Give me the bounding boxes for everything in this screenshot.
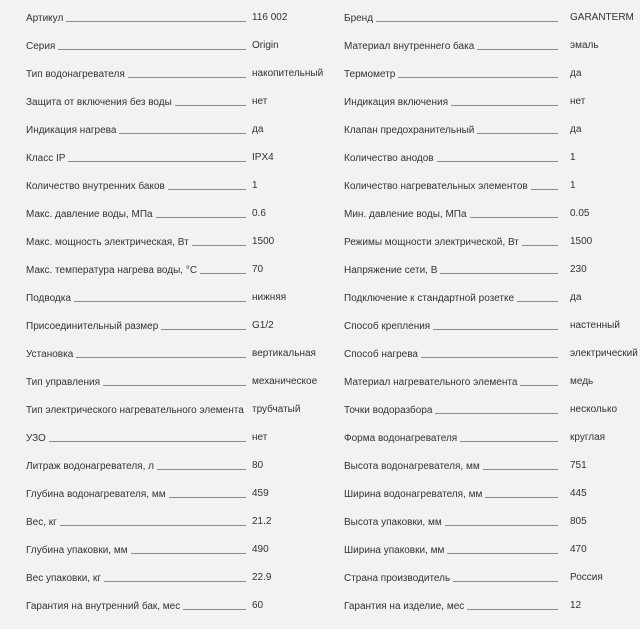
dotted-leader-line: [156, 217, 246, 218]
spec-label: Тип электрического нагревательного элемента: [26, 404, 244, 416]
spec-label-line: [26, 116, 246, 144]
spec-value: электрический: [570, 348, 638, 359]
spec-label: Макс. давление воды, МПа: [26, 208, 153, 220]
dotted-leader-line: [433, 329, 558, 330]
spec-row: [26, 200, 266, 228]
spec-label-line: [26, 592, 246, 620]
spec-value: да: [252, 124, 264, 135]
spec-label-line: [344, 536, 558, 564]
spec-row: [344, 452, 587, 480]
spec-label-line: [26, 312, 246, 340]
spec-label-line: [344, 312, 558, 340]
spec-row: [344, 480, 587, 508]
spec-value: 21.2: [252, 516, 272, 527]
dotted-leader-line: [440, 273, 558, 274]
dotted-leader-line: [76, 357, 246, 358]
spec-row: [26, 116, 264, 144]
spec-label-line: [344, 116, 558, 144]
spec-value: 60: [252, 600, 264, 611]
spec-value: нет: [252, 96, 268, 107]
spec-label: Термометр: [344, 68, 396, 80]
spec-label-line: [26, 144, 246, 172]
spec-label-line: [26, 228, 246, 256]
spec-value: 1: [570, 152, 576, 163]
spec-row: [26, 88, 268, 116]
spec-value: медь: [570, 376, 594, 387]
dotted-leader-line: [169, 497, 246, 498]
dotted-leader-line: [470, 217, 558, 218]
spec-value: 470: [570, 544, 587, 555]
specs-left-column: [26, 4, 324, 620]
spec-label: Высота упаковки, мм: [344, 516, 442, 528]
spec-value: 80: [252, 460, 264, 471]
spec-value: 805: [570, 516, 587, 527]
spec-row: [26, 228, 275, 256]
spec-label: Клапан предохранительный: [344, 124, 475, 136]
spec-label: Тип водонагревателя: [26, 68, 125, 80]
dotted-leader-line: [520, 385, 558, 386]
spec-label: Защита от включения без воды: [26, 96, 172, 108]
spec-label: Материал нагревательного элемента: [344, 376, 518, 388]
spec-label-line: [344, 480, 558, 508]
spec-label-line: [344, 592, 558, 620]
spec-label-line: [26, 256, 246, 284]
spec-value: 1500: [570, 236, 593, 247]
dotted-leader-line: [460, 441, 558, 442]
specs-right-column: [344, 4, 638, 620]
spec-label-line: [344, 256, 558, 284]
spec-value: 751: [570, 460, 587, 471]
spec-value: нет: [252, 432, 268, 443]
spec-label: Количество нагревательных элементов: [344, 180, 528, 192]
spec-label: Класс IP: [26, 152, 66, 164]
spec-label-line: [344, 32, 558, 60]
spec-label: Гарантия на внутренний бак, мес: [26, 600, 181, 612]
spec-value: круглая: [570, 432, 606, 443]
spec-row: [344, 396, 618, 424]
dotted-leader-line: [175, 105, 246, 106]
spec-label: Установка: [26, 348, 74, 360]
spec-row: [26, 480, 269, 508]
spec-label-line: [344, 564, 558, 592]
spec-row: [344, 592, 582, 620]
spec-label-line: [26, 4, 246, 32]
spec-row: [26, 144, 274, 172]
spec-label-line: [344, 452, 558, 480]
dotted-leader-line: [421, 357, 558, 358]
spec-value: Origin: [252, 40, 279, 51]
spec-label: Напряжение сети, В: [344, 264, 438, 276]
spec-row: [344, 32, 599, 60]
spec-row: [344, 4, 634, 32]
dotted-leader-line: [131, 553, 246, 554]
spec-label: Бренд: [344, 12, 374, 24]
spec-row: [26, 172, 258, 200]
spec-row: [344, 536, 587, 564]
spec-label: Подводка: [26, 292, 71, 304]
dotted-leader-line: [445, 525, 558, 526]
spec-value: 1: [570, 180, 576, 191]
spec-label: Страна производитель: [344, 572, 451, 584]
spec-label-line: [26, 424, 246, 452]
spec-label-line: [26, 88, 246, 116]
spec-row: [344, 340, 638, 368]
dotted-leader-line: [398, 77, 558, 78]
spec-label-line: [26, 340, 246, 368]
spec-label-line: [26, 564, 246, 592]
spec-value: вертикальная: [252, 348, 316, 359]
dotted-leader-line: [161, 329, 246, 330]
spec-label: Точки водоразбора: [344, 404, 433, 416]
dotted-leader-line: [437, 161, 558, 162]
spec-label-line: [26, 284, 246, 312]
dotted-leader-line: [128, 77, 246, 78]
spec-row: [26, 60, 324, 88]
spec-label: Литраж водонагревателя, л: [26, 460, 154, 472]
spec-value: 445: [570, 488, 587, 499]
spec-label: Способ крепления: [344, 320, 431, 332]
spec-label-line: [26, 536, 246, 564]
spec-label: УЗО: [26, 432, 46, 444]
spec-value: да: [570, 292, 582, 303]
spec-label: Высота водонагревателя, мм: [344, 460, 480, 472]
spec-value: 1500: [252, 236, 275, 247]
spec-row: [26, 32, 279, 60]
spec-label-line: [344, 396, 558, 424]
spec-value: трубчатый: [252, 404, 301, 415]
spec-label: Гарантия на изделие, мес: [344, 600, 465, 612]
spec-row: [344, 424, 606, 452]
dotted-leader-line: [477, 49, 558, 50]
spec-label: Вес упаковки, кг: [26, 572, 101, 584]
spec-label: Количество внутренних баков: [26, 180, 165, 192]
spec-label-line: [26, 172, 246, 200]
spec-row: [344, 284, 582, 312]
dotted-leader-line: [119, 133, 246, 134]
dotted-leader-line: [467, 609, 558, 610]
spec-label-line: [26, 32, 246, 60]
spec-row: [344, 60, 582, 88]
spec-value: Россия: [570, 572, 603, 583]
dotted-leader-line: [477, 133, 558, 134]
spec-value: накопительный: [252, 68, 324, 79]
spec-row: [26, 256, 264, 284]
spec-label: Способ нагрева: [344, 348, 418, 360]
spec-label: Индикация нагрева: [26, 124, 117, 136]
spec-label: Форма водонагревателя: [344, 432, 458, 444]
spec-row: [26, 564, 272, 592]
spec-value: 70: [252, 264, 264, 275]
spec-label-line: [26, 368, 246, 396]
dotted-leader-line: [66, 21, 246, 22]
dotted-leader-line: [447, 553, 558, 554]
spec-value: 490: [252, 544, 269, 555]
spec-label: Индикация включения: [344, 96, 449, 108]
spec-row: [344, 200, 590, 228]
spec-row: [344, 228, 593, 256]
spec-row: [344, 564, 603, 592]
spec-label: Серия: [26, 40, 56, 52]
spec-label-line: [344, 88, 558, 116]
spec-value: 0.6: [252, 208, 266, 219]
spec-row: [344, 312, 620, 340]
spec-row: [344, 144, 576, 172]
dotted-leader-line: [376, 21, 558, 22]
spec-row: [344, 256, 587, 284]
spec-label: Режимы мощности электрической, Вт: [344, 236, 519, 248]
spec-row: [344, 116, 582, 144]
spec-label-line: [344, 172, 558, 200]
spec-label-line: [26, 60, 246, 88]
spec-label: Глубина водонагревателя, мм: [26, 488, 166, 500]
spec-value: эмаль: [570, 40, 599, 51]
spec-label: Подключение к стандартной розетке: [344, 292, 514, 304]
spec-row: [344, 88, 586, 116]
spec-row: [26, 4, 288, 32]
spec-row: [26, 452, 264, 480]
dotted-leader-line: [485, 497, 558, 498]
dotted-leader-line: [435, 413, 558, 414]
dotted-leader-line: [453, 581, 558, 582]
dotted-leader-line: [451, 105, 558, 106]
dotted-leader-line: [60, 525, 246, 526]
spec-label: Вес, кг: [26, 516, 57, 528]
spec-value: да: [570, 68, 582, 79]
spec-label: Макс. температура нагрева воды, °С: [26, 264, 198, 276]
dotted-leader-line: [74, 301, 246, 302]
dotted-leader-line: [522, 245, 558, 246]
spec-label-line: [344, 424, 558, 452]
spec-row: [26, 340, 316, 368]
spec-label: Материал внутреннего бака: [344, 40, 475, 52]
dotted-leader-line: [104, 581, 246, 582]
spec-value: GARANTERM: [570, 12, 634, 23]
spec-label-line: [344, 508, 558, 536]
spec-value: 22.9: [252, 572, 272, 583]
spec-label: Глубина упаковки, мм: [26, 544, 128, 556]
spec-label-line: [26, 480, 246, 508]
spec-label: Ширина упаковки, мм: [344, 544, 445, 556]
spec-value: нет: [570, 96, 586, 107]
spec-label: Тип управления: [26, 376, 100, 388]
spec-label-line: [26, 200, 246, 228]
spec-row: [26, 536, 269, 564]
spec-value: нижняя: [252, 292, 287, 303]
dotted-leader-line: [58, 49, 246, 50]
dotted-leader-line: [68, 161, 246, 162]
spec-row: [26, 592, 264, 620]
spec-value: 459: [252, 488, 269, 499]
spec-label: Присоединительный размер: [26, 320, 159, 332]
spec-row: [26, 312, 274, 340]
spec-label-line: [344, 284, 558, 312]
dotted-leader-line: [192, 245, 246, 246]
spec-label-line: [26, 396, 246, 424]
spec-label-line: [344, 200, 558, 228]
spec-value: настенный: [570, 320, 620, 331]
spec-value: несколько: [570, 404, 618, 415]
dotted-leader-line: [183, 609, 246, 610]
dotted-leader-line: [200, 273, 246, 274]
spec-label: Количество анодов: [344, 152, 434, 164]
spec-value: 1: [252, 180, 258, 191]
dotted-leader-line: [49, 441, 246, 442]
spec-label-line: [344, 144, 558, 172]
spec-label: Артикул: [26, 12, 64, 24]
spec-row: [344, 172, 576, 200]
spec-value: IPX4: [252, 152, 274, 163]
spec-value: да: [570, 124, 582, 135]
spec-label-line: [344, 60, 558, 88]
spec-label: Макс. мощность электрическая, Вт: [26, 236, 189, 248]
spec-row: [26, 508, 272, 536]
dotted-leader-line: [483, 469, 558, 470]
dotted-leader-line: [531, 189, 558, 190]
dotted-leader-line: [517, 301, 558, 302]
spec-label-line: [344, 4, 558, 32]
dotted-leader-line: [103, 385, 246, 386]
dotted-leader-line: [157, 469, 246, 470]
spec-row: [344, 508, 587, 536]
spec-value: 230: [570, 264, 587, 275]
spec-label: Ширина водонагревателя, мм: [344, 488, 483, 500]
spec-label-line: [344, 368, 558, 396]
spec-value: 12: [570, 600, 582, 611]
spec-label-line: [26, 452, 246, 480]
spec-value: G1/2: [252, 320, 274, 331]
spec-row: [344, 368, 594, 396]
spec-value: 116 002: [252, 12, 288, 23]
spec-value: 0.05: [570, 208, 590, 219]
spec-row: [26, 424, 268, 452]
spec-label: Мин. давление воды, МПа: [344, 208, 467, 220]
spec-label-line: [344, 340, 558, 368]
spec-label-line: [26, 508, 246, 536]
spec-row: [26, 284, 287, 312]
spec-row: [26, 368, 318, 396]
spec-row: [26, 396, 301, 424]
dotted-leader-line: [168, 189, 246, 190]
spec-value: механическое: [252, 376, 318, 387]
spec-label-line: [344, 228, 558, 256]
